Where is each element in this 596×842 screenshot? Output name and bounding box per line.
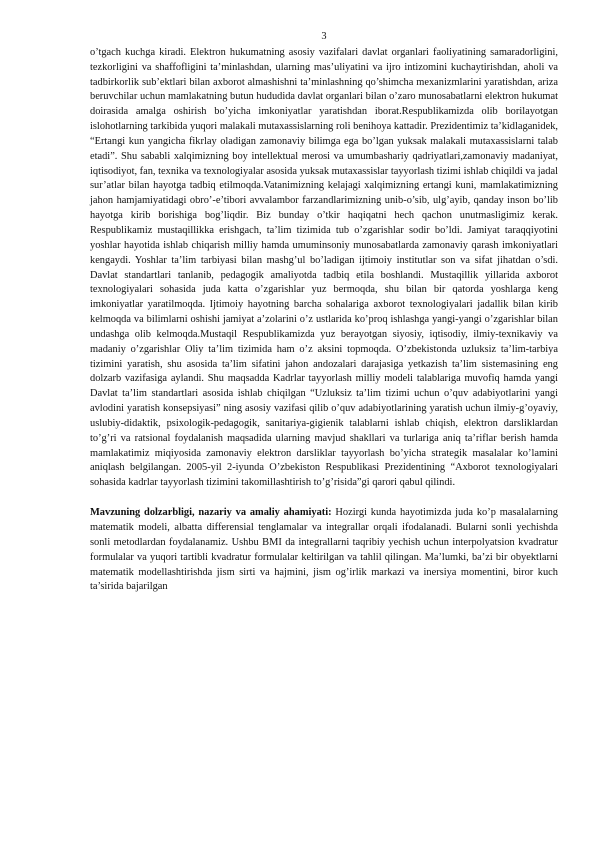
document-page: [90, 30, 558, 595]
relevance-paragraph: [90, 506, 558, 595]
page-number: 3: [321, 31, 327, 42]
body-paragraph: o’tgach kuchga kiradi. Elektron hukumatning asosiy vazifalari davlat organlari faoliyatining samaradorligini, tezkorligini va shaffofligini ta’minlashdan, ularning mas’uliyatini va ijro intizomini kuchaytirishdan, aholi va tadbirkorlik sub’ektlari bilan axborot almashishni ta’minlashning qo’shimcha mexanizmlarini yaratishdan, ariza beruvchilar uchun mamlakatning butun hududida davlat organlari bilan o’zaro munosabatlarni elektron hukumat doirasida amalga oshirish bo’yicha imkoniyatlar yaratishdan iborat.Respublikamizda olib borilayotgan islohotlarning tarkibida yuqori malakali mutaxassislarning roli benihoya kattadir. Prezidentimiz ta’kidlaganidek, “Ertangi kun yangicha fikrlay oladigan zamonaviy bilimga ega bo’lgan yuksak malakali mutaxassislarni talab etadi”. Shu sababli xalqimizning boy intellektual merosi va umumbashariy qadriyatlari,zamonaviy madaniyat, iqtisodiyot, fan, texnika va texnologiyalar asosida yuksak mutaxassislar tayyorlash tizimi ishlab chiqildi va jadal sur’atlar bilan hayotga tadbiq etilmoqda.Vatanimizning kelajagi xalqimizning ertangi kuni, mamlakatimizning jahon hamjamiyatidagi obro’-e’tibori avvalambor farzandlarimizning unib-o’sib, ulg’ayib, qanday inson bo’lib hayotga kirib borishiga bog’liqdir. Biz bunday o’tkir haqiqatni hech qachon unutmasligimiz kerak. Respublikamiz mustaqillikka erishgach, ta’lim tizimida tub o’zgarishlar sodir bo’ldi. Jamiyat taraqqiyotini yoshlar hayotida ishlab chiqarish milliy hamda umuminsoniy munosabatlarda zamonaviy qarash imkoniyatlari kengaydi. Yoshlar ta’lim tarbiyasi bilan mashg’ul bo’ladigan ijtimoiy institutlar son va sifat jihatdan o’sdi. Davlat standartlari tanlanib, pedagogik amaliyotda tadbiq etila boshlandi. Mustaqillik yillarida axborot texnologiyalari sohasida juda katta o’zgarishlar yuz bermoqda, shu bilan bir qatorda yoshlarga keng imkoniyatlar yaratilmoqda. Ijtimoiy hayotning barcha sohalariga axborot texnologiyalari jadallik bilan kirib kelmoqda va bilimlarni oshishi jamiyat a’zolarini o’z ustlarida ko’proq ishlashga yangi-yangi o’zgarishlar bilan undashga olib kelmoqda.Mustaqil Respublikamizda yuz berayotgan siyosiy, iqtisodiy, ilmiy-texnikaviy va madaniy o’zgarishlar Oliy ta’lim tizimida ham o’z aksini topmoqda. O’zbekistonda uzluksiz ta’lim-tarbiya tizimini yaratish, shu asosida ta’lim sifatini jahon andozalari darajasiga yetkazish ta’lim sistemasining eng dolzarb vazifasiga aylandi. Shu maqsadda Kadrlar tayyorlash milliy modeli talablariga muvofiq hamda yangi Davlat ta’lim standartlari asosida ishlab chiqilgan “Uzluksiz ta’lim tizimi uchun o’quv adabiyotlarini yangi avlodini yaratish konsepsiyasi” ning asosiy vazifasi qilib o’quv adabiyotlarining yaratish uchun ilmiy-g’oyaviy, uslubiy-didaktik, psixologik-pedagogik, sanitariya-gigienik talablarni ishlab chiqish, elektron darsliklardan to’g’ri va ratsional foydalanish maqsadida ularning mavjud shakllari va turlariga aniq ta’riflar berish hamda mamlakatimiz miqiyosida zamonaviy elektron darsliklar tayyorlash bo’yicha strategik masalalar ko’lamini aniqlash belgilangan. 2005-yil 2-iyunda O’zbekiston Respublikasi Prezidentining “Axborot texnologiyalari sohasida kadrlar tayyorlash tizimini takomillashtirish to’g’risida”gi qarori qabul qilindi.: [90, 46, 558, 489]
paragraph-spacer: [90, 491, 558, 506]
section-heading: Mavzuning dolzarbligi, nazariy va amaliy ahamiyati:: [90, 507, 332, 519]
relevance-paragraph-text: Hozirgi kunda hayotimizda juda ko’p masalalarning matematik modeli, albatta differensial tenglamalar va integrallar orqali ifodalanadi. Bularni sonli yechishda sonli metodlardan foydalanamiz. Ushbu BMI da integrallarni taqribiy yechish uchun interpolyatsion kvadratur formulalar va yuqori tartibli kvadratur formulalar keltirilgan va tahlil qilingan. Ma’lumki, ba’zi bir obyektlarni matematik modellashtirishda jism sirti va hajmini, jism og’irlik markazi va inersiya momentini, biror kuch ta’sirida bajarilgan: [90, 507, 558, 593]
